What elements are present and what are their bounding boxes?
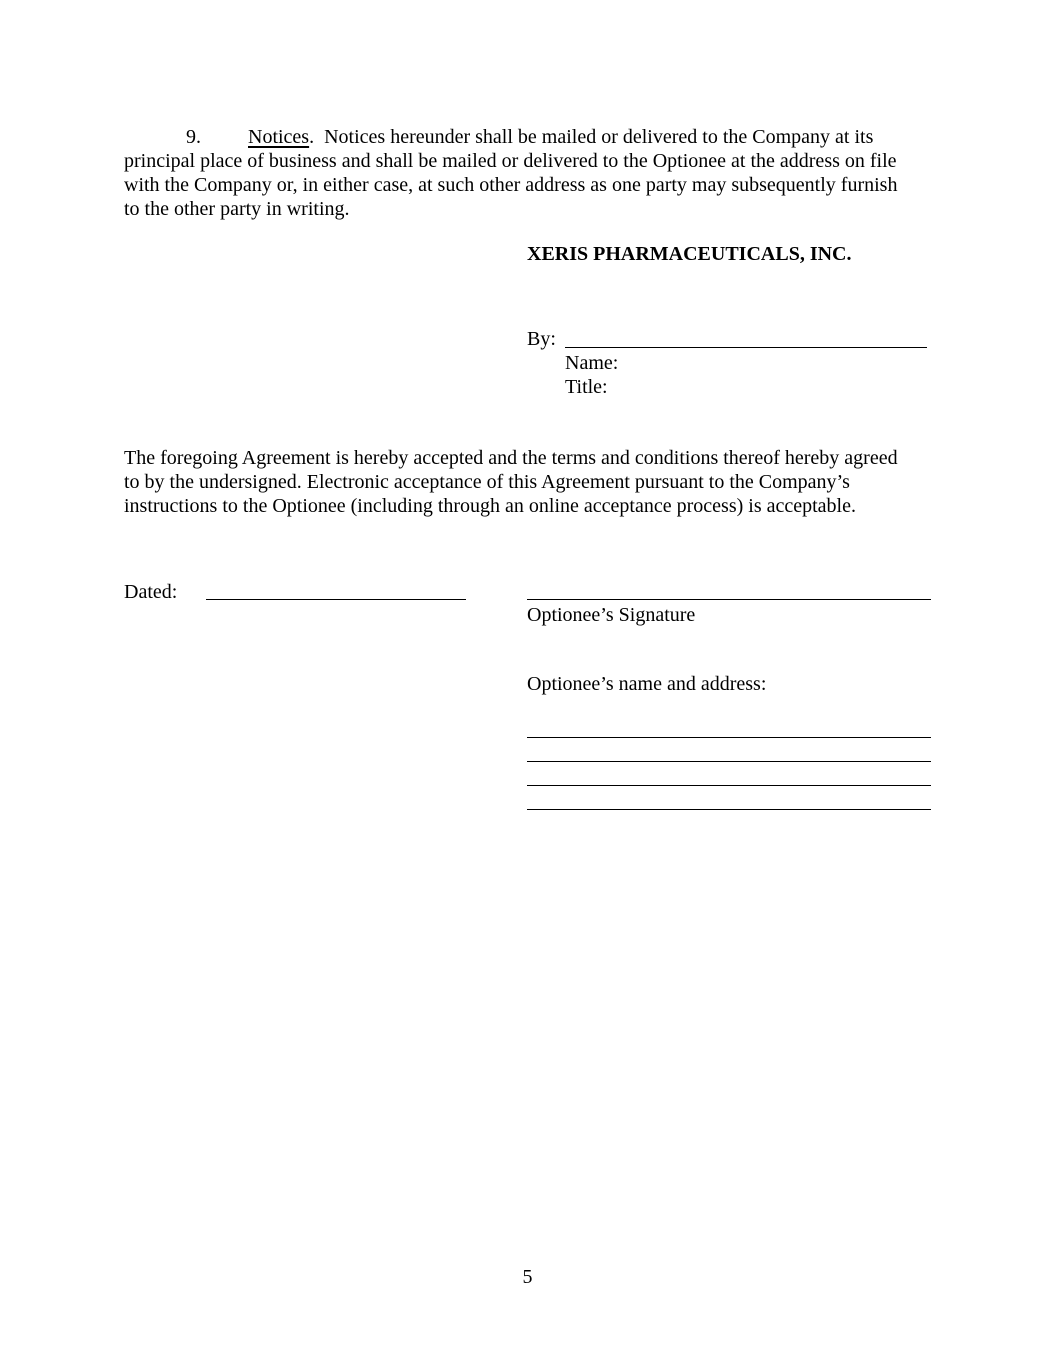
section-number: 9. (186, 126, 201, 148)
notices-heading: Notices (248, 126, 310, 148)
dated-line[interactable] (206, 599, 466, 600)
address-line-2[interactable] (527, 761, 931, 762)
dated-label: Dated: (124, 581, 178, 603)
notices-heading-line (248, 125, 873, 149)
notices-heading-period: . (309, 126, 315, 148)
notices-text-line-1: Notices hereunder shall be mailed or delivered to the Company at its (324, 126, 874, 148)
name-label: Name: (565, 352, 619, 374)
address-line-4[interactable] (527, 809, 931, 810)
optionee-signature-label: Optionee’s Signature (527, 604, 696, 626)
address-line-3[interactable] (527, 785, 931, 786)
address-line-1[interactable] (527, 737, 931, 738)
optionee-name-address-label: Optionee’s name and address: (527, 673, 767, 695)
notices-text-line-3: with the Company or, in either case, at such other address as one party may subsequently furnish (124, 174, 898, 196)
notices-text-line-4: to the other party in writing. (124, 198, 350, 220)
page-number: 5 (522, 1266, 533, 1288)
acceptance-text-line-1: The foregoing Agreement is hereby accepted and the terms and conditions thereof hereby agreed (124, 447, 898, 469)
acceptance-text-line-2: to by the undersigned. Electronic acceptance of this Agreement pursuant to the Company’s (124, 471, 850, 493)
notices-text-line-2: principal place of business and shall be mailed or delivered to the Optionee at the address on file (124, 150, 897, 172)
by-label: By: (527, 328, 556, 350)
optionee-signature-line[interactable] (527, 599, 931, 600)
title-label: Title: (565, 376, 608, 398)
company-name: XERIS PHARMACEUTICALS, INC. (527, 243, 852, 265)
company-signature-line[interactable] (565, 347, 927, 348)
acceptance-text-line-3: instructions to the Optionee (including through an online acceptance process) is acceptable. (124, 495, 856, 517)
